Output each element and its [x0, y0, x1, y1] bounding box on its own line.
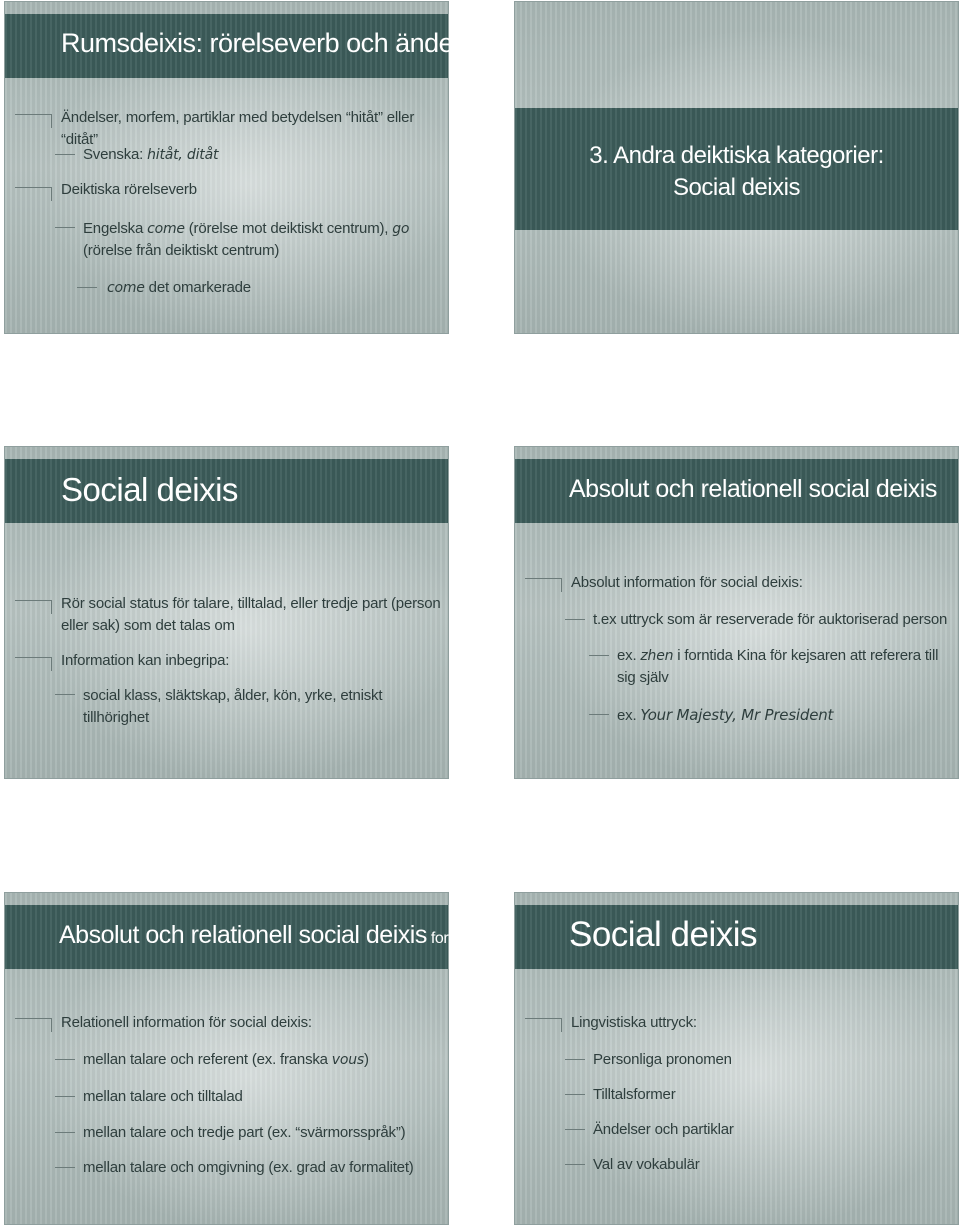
- bullet-text: Relationell information för social deixis:: [61, 1014, 312, 1031]
- sub-bullet-text: Engelska come (rörelse mot deiktiskt centrum), go (rörelse från deiktiskt centrum): [83, 220, 410, 259]
- bullet-text: Absolut information för social deixis:: [571, 574, 803, 591]
- bullet-mark: [15, 600, 52, 614]
- sub-bullet-mark: [565, 1129, 585, 1130]
- slide-4: [514, 446, 959, 779]
- slide-title: Absolut och relationell social deixis forts.: [59, 921, 465, 949]
- slide-title: Social deixis: [569, 915, 758, 954]
- sub-bullet-mark: [55, 154, 75, 155]
- bullet-mark: [15, 187, 52, 201]
- sub-sub-bullet-text: ex. zhen i forntida Kina för kejsaren att referera till sig själv: [617, 647, 939, 686]
- sub-bullet-mark: [55, 694, 75, 695]
- slide-5: [4, 892, 465, 1225]
- sub-bullet-text: mellan talare och omgivning (ex. grad av formalitet): [83, 1159, 414, 1176]
- slide-title-bar: [5, 14, 495, 78]
- sub-bullet-text: social klass, släktskap, ålder, kön, yrke, etniskt tillhörighet: [83, 687, 383, 726]
- sub-bullet-mark: [55, 1096, 75, 1097]
- bullet-text: Information kan inbegripa:: [61, 652, 230, 669]
- sub-bullet-mark: [55, 1132, 75, 1133]
- slide-title: Social deixis: [61, 471, 238, 508]
- slide-title-bar: [5, 905, 465, 969]
- sub-bullet-text: Ändelser och partiklar: [593, 1121, 734, 1138]
- slide-3: [4, 446, 449, 779]
- bullet-text: Deiktiska rörelseverb: [61, 181, 197, 198]
- sub-bullet-mark: [55, 227, 75, 228]
- slide-title-bar: [515, 459, 958, 523]
- sub-bullet-mark: [55, 1167, 75, 1168]
- sub-sub-bullet-mark: [77, 287, 97, 288]
- sub-sub-bullet-text: ex. Your Majesty, Mr President: [617, 706, 834, 724]
- sub-bullet-mark: [565, 1164, 585, 1165]
- sub-bullet-text: Tilltalsformer: [593, 1086, 676, 1103]
- sub-bullet-text: Val av vokabulär: [593, 1156, 700, 1173]
- slide-2: [514, 1, 959, 334]
- slide-title-bar: [515, 905, 958, 969]
- slide-title: Absolut och relationell social deixis: [569, 475, 937, 503]
- sub-bullet-text: mellan talare och referent (ex. franska vous): [83, 1051, 369, 1068]
- bullet-mark: [15, 114, 52, 128]
- bullet-text: Ändelser, morfem, partiklar med betydelsen “hitåt” eller “ditåt”: [61, 109, 415, 148]
- sub-sub-bullet-mark: [589, 714, 609, 715]
- sub-sub-bullet-text: come det omarkerade: [107, 279, 251, 296]
- slide-title-bar: [5, 459, 448, 523]
- sub-bullet-mark: [55, 1059, 75, 1060]
- slide-6: [514, 892, 959, 1225]
- bullet-text: Rör social status för talare, tilltalad, eller tredje part (person eller sak) som det talas om: [61, 595, 441, 634]
- bullet-mark: [15, 1018, 52, 1032]
- slide-title: 3. Andra deiktiska kategorier: Social deixis: [589, 142, 884, 201]
- sub-bullet-mark: [565, 619, 585, 620]
- sub-sub-bullet-mark: [589, 655, 609, 656]
- sub-bullet-text: mellan talare och tredje part (ex. “svärmorsspråk”): [83, 1124, 406, 1141]
- sub-bullet-mark: [565, 1059, 585, 1060]
- slide-title-suffix: forts.: [426, 930, 465, 947]
- sub-bullet-text: t.ex uttryck som är reserverade för auktoriserad person: [593, 611, 948, 628]
- slide-title: Rumsdeixis: rörelseverb och ändelser: [61, 28, 495, 58]
- sub-bullet-text: Svenska: hitåt, ditåt: [83, 146, 219, 163]
- slide-title-bar: [515, 108, 958, 230]
- bullet-text: Lingvistiska uttryck:: [571, 1014, 697, 1031]
- bullet-mark: [15, 657, 52, 671]
- bullet-mark: [525, 1018, 562, 1032]
- sub-bullet-text: mellan talare och tilltalad: [83, 1088, 243, 1105]
- sub-bullet-mark: [565, 1094, 585, 1095]
- bullet-mark: [525, 578, 562, 592]
- sub-bullet-text: Personliga pronomen: [593, 1051, 732, 1068]
- slide-1: [4, 1, 495, 334]
